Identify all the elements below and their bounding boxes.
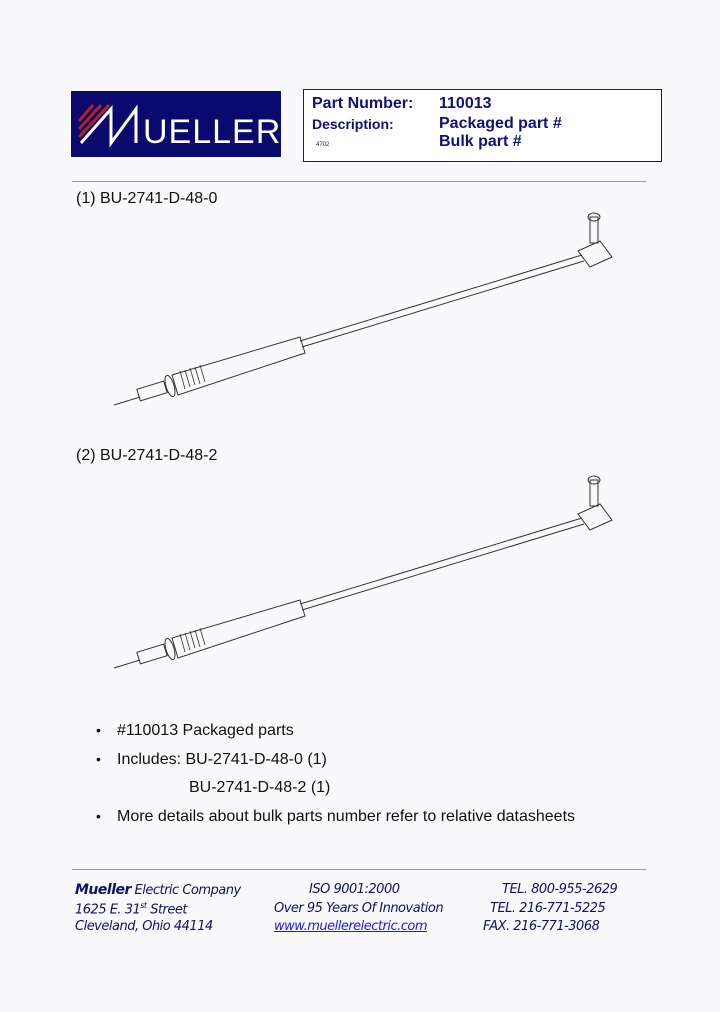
- website-link[interactable]: www.muellerelectric.com: [274, 919, 428, 934]
- test-lead-image-2: [100, 468, 630, 678]
- description-line2: Bulk part #: [439, 133, 522, 150]
- description-label: Description:: [312, 116, 394, 132]
- bullet-packaged: • #110013 Packaged parts: [96, 722, 294, 739]
- footer-company: Mueller Electric Company: [75, 882, 241, 898]
- item-caption-2: (2) BU-2741-D-48-2: [76, 447, 218, 464]
- footer-address2: Cleveland, Ohio 44114: [75, 919, 213, 934]
- item-caption-1: (1) BU-2741-D-48-0: [76, 190, 218, 207]
- footer-website-container: [274, 919, 427, 934]
- footer-tel2: TEL. 216-771-5225: [490, 901, 606, 916]
- tiny-code: 4702: [316, 142, 330, 148]
- bullet-includes-cont: BU-2741-D-48-2 (1): [189, 779, 331, 796]
- bullet-includes: • Includes: BU-2741-D-48-0 (1): [96, 751, 327, 768]
- divider: [72, 181, 646, 182]
- test-lead-image-1: [100, 205, 630, 415]
- footer-tel1: TEL. 800-955-2629: [502, 882, 618, 897]
- bullet-details: • More details about bulk parts number refer to relative datasheets: [96, 808, 576, 825]
- footer-years: Over 95 Years Of Innovation: [274, 901, 444, 916]
- footer-iso: ISO 9001:2000: [309, 882, 400, 897]
- part-info-box: [303, 89, 662, 162]
- footer-fax: FAX. 216-771-3068: [483, 919, 600, 934]
- svg-text:UELLER: UELLER: [143, 113, 281, 151]
- description-line1: Packaged part #: [439, 115, 562, 132]
- part-number-value: 110013: [439, 95, 492, 112]
- mueller-logo: [71, 91, 281, 157]
- footer-divider: [72, 869, 646, 870]
- footer-address1: 1625 E. 31st Street: [75, 901, 187, 918]
- part-number-label: Part Number:: [312, 95, 414, 112]
